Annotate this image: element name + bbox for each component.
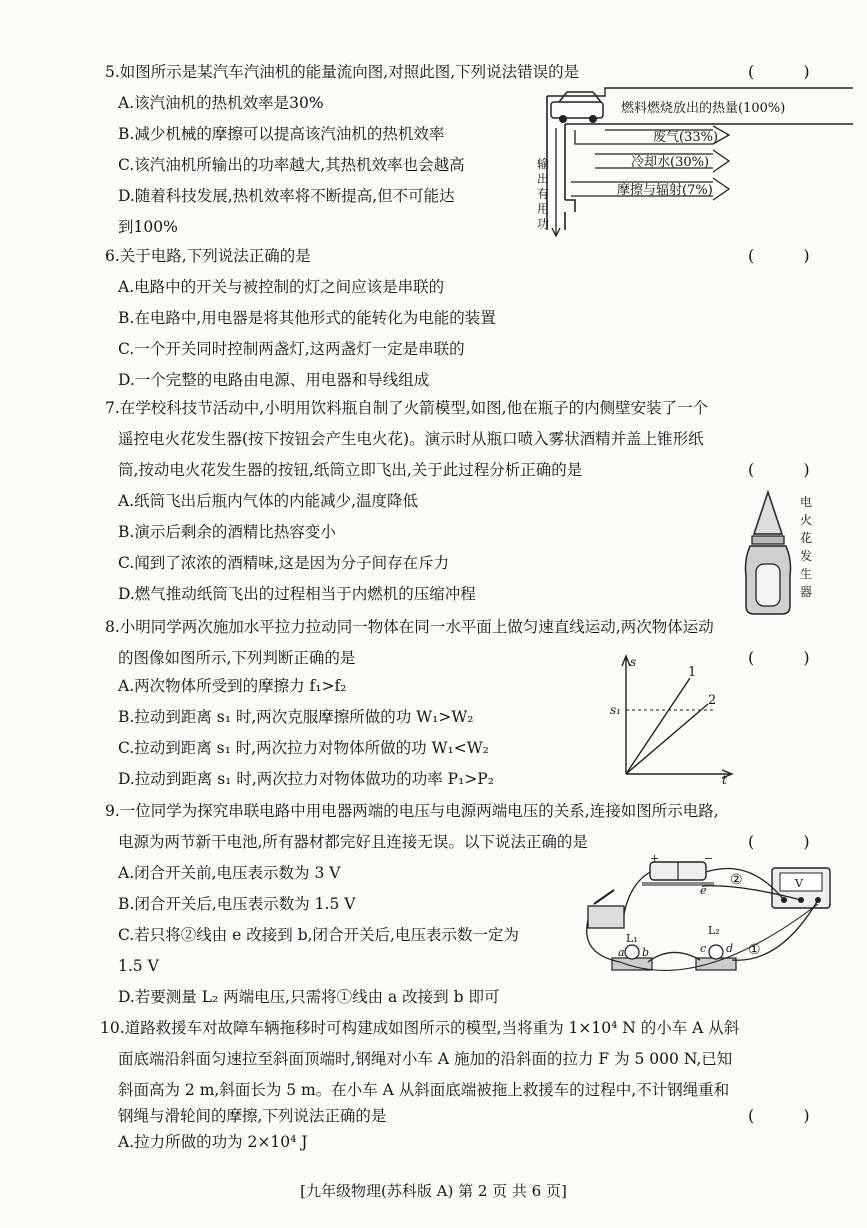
q8-stem-line-2: 的图像如图所示,下列判断正确的是: [118, 649, 356, 667]
fig-useful-5: 功: [537, 217, 550, 231]
q7-stem-line-2: 遥控电火花发生器(按下按钮会产生电火花)。演示时从瓶口喷入雾状酒精并盖上锥形纸: [118, 430, 704, 448]
q6-option-b: B.在电路中,用电器是将其他形式的能转化为电能的装置: [118, 309, 496, 327]
graph-y-label: s: [630, 655, 637, 669]
q5-option-a: A.该汽油机的热机效率是30%: [118, 94, 324, 112]
voltmeter-label: V: [795, 877, 803, 890]
q9-stem-line-2: 电源为两节新干电池,所有器材都完好且连接无误。以下说法正确的是: [118, 833, 588, 851]
q9-stem-line-1: 9.一位同学为探究串联电路中用电器两端的电压与电源两端电压的关系,连接如图所示电路,: [105, 802, 719, 820]
wire-2-label: ②: [730, 872, 743, 888]
q7-option-b: B.演示后剩余的酒精比热容变小: [118, 523, 336, 541]
q7-stem-line-3: 筒,按动电火花发生器的按钮,纸筒立即飞出,关于此过程分析正确的是: [118, 461, 583, 479]
fig-spark-char-4: 发: [800, 549, 813, 563]
fig-useful-2: 出: [537, 172, 550, 186]
q5-answer-paren: ( ): [748, 62, 832, 81]
fig-useful-3: 有: [537, 187, 550, 201]
battery-minus: −: [704, 852, 714, 865]
q5-option-d-cont: 到100%: [118, 218, 178, 236]
q6-stem: 6.关于电路,下列说法正确的是: [105, 247, 311, 265]
q8-stem-line-1: 8.小明同学两次施加水平拉力拉动同一物体在同一水平面上做匀速直线运动,两次物体运动: [105, 618, 714, 636]
q7-option-a: A.纸筒飞出后瓶内气体的内能减少,温度降低: [118, 492, 419, 510]
page-footer: [九年级物理(苏科版 A) 第 2 页 共 6 页]: [300, 1182, 567, 1200]
lamp-l1-label: L₁: [626, 932, 638, 945]
fig-spark-char-5: 生: [800, 567, 813, 581]
q5-option-c: C.该汽油机所输出的功率越大,其热机效率也会越高: [118, 156, 465, 174]
lamp-l2-label: L₂: [708, 924, 720, 937]
fig-heat-label: 燃料燃烧放出的热量(100%): [621, 101, 786, 116]
q6-option-a: A.电路中的开关与被控制的灯之间应该是串联的: [118, 278, 445, 296]
circuit-figure: [580, 854, 855, 984]
q8-option-b: B.拉动到距离 s₁ 时,两次克服摩擦所做的功 W₁>W₂: [118, 708, 474, 726]
fig-cooling-label: 冷却水(30%): [631, 155, 710, 170]
q6-answer-paren: ( ): [748, 246, 832, 265]
q8-option-d: D.拉动到距离 s₁ 时,两次拉力对物体做功的功率 P₁>P₂: [118, 770, 494, 788]
q10-stem-line-1: 10.道路救援车对故障车辆拖移时可构建成如图所示的模型,当将重为 1×10⁴ N 的小车 A 从斜: [100, 1019, 740, 1037]
q10-stem-line-4: 钢绳与滑轮间的摩擦,下列说法正确的是: [118, 1107, 387, 1125]
terminal-a: a: [618, 946, 625, 959]
q9-option-c: C.若只将②线由 e 改接到 b,闭合开关后,电压表示数一定为: [118, 926, 519, 944]
terminal-e: e: [700, 884, 707, 897]
fig-exhaust-label: 废气(33%): [653, 130, 719, 145]
q9-option-a: A.闭合开关前,电压表示数为 3 V: [118, 864, 341, 882]
terminal-b: b: [642, 946, 650, 959]
s-t-graph: [608, 652, 738, 787]
q10-answer-paren: ( ): [748, 1106, 832, 1125]
fig-friction-label: 摩擦与辐射(7%): [617, 183, 713, 198]
q6-option-c: C.一个开关同时控制两盏灯,这两盏灯一定是串联的: [118, 340, 465, 358]
graph-line1-label: 1: [688, 665, 697, 680]
q5-option-d: D.随着科技发展,热机效率将不断提高,但不可能达: [118, 187, 455, 205]
fig-useful-4: 用: [537, 202, 550, 216]
q7-option-c: C.闻到了浓浓的酒精味,这是因为分子间存在斥力: [118, 554, 450, 572]
q8-option-c: C.拉动到距离 s₁ 时,两次拉力对物体所做的功 W₁<W₂: [118, 739, 489, 757]
q9-option-b: B.闭合开关后,电压表示数为 1.5 V: [118, 895, 356, 913]
switch-icon: [588, 890, 624, 928]
voltmeter-icon: [772, 868, 830, 908]
q7-option-d: D.燃气推动纸筒飞出的过程相当于内燃机的压缩冲程: [118, 585, 476, 603]
q5-option-b: B.减少机械的摩擦可以提高该汽油机的热机效率: [118, 125, 445, 143]
graph-s1-label: s₁: [610, 703, 621, 717]
q7-stem-line-1: 7.在学校科技节活动中,小明用饮料瓶自制了火箭模型,如图,他在瓶子的内侧壁安装了一个: [105, 399, 709, 417]
fig-spark-char-1: 电: [800, 495, 813, 509]
q5-stem: 5.如图所示是某汽车汽油机的能量流向图,对照此图,下列说法错误的是: [105, 63, 580, 81]
terminal-d: d: [726, 942, 734, 955]
wire-1-label: ①: [748, 942, 761, 958]
battery-icon: [642, 862, 714, 886]
energy-flow-figure: [535, 88, 855, 238]
q10-stem-line-3: 斜面高为 2 m,斜面长为 5 m。在小车 A 从斜面底端被拖上救援车的过程中,不计钢绳重和: [118, 1081, 730, 1099]
fig-spark-char-6: 器: [800, 585, 813, 599]
rocket-bottle-figure: [738, 490, 828, 618]
battery-plus: +: [650, 852, 660, 865]
q9-option-c-cont: 1.5 V: [118, 957, 159, 975]
q10-option-a: A.拉力所做的功为 2×10⁴ J: [118, 1133, 308, 1151]
q7-answer-paren: ( ): [748, 460, 832, 479]
fig-spark-char-3: 花: [800, 531, 813, 545]
terminal-c: c: [700, 942, 707, 955]
q9-option-d: D.若要测量 L₂ 两端电压,只需将①线由 a 改接到 b 即可: [118, 988, 500, 1006]
graph-line2-label: 2: [708, 693, 717, 708]
q9-answer-paren: ( ): [748, 832, 832, 851]
q6-option-d: D.一个完整的电路由电源、用电器和导线组成: [118, 371, 430, 389]
fig-spark-char-2: 火: [800, 513, 813, 527]
q10-stem-line-2: 面底端沿斜面匀速拉至斜面顶端时,钢绳对小车 A 施加的沿斜面的拉力 F 为 5 000 N,已知: [118, 1050, 733, 1068]
fig-useful-1: 输: [537, 157, 550, 171]
graph-x-label: t: [722, 773, 727, 787]
q8-option-a: A.两次物体所受到的摩擦力 f₁>f₂: [118, 677, 347, 695]
q8-answer-paren: ( ): [748, 648, 832, 667]
